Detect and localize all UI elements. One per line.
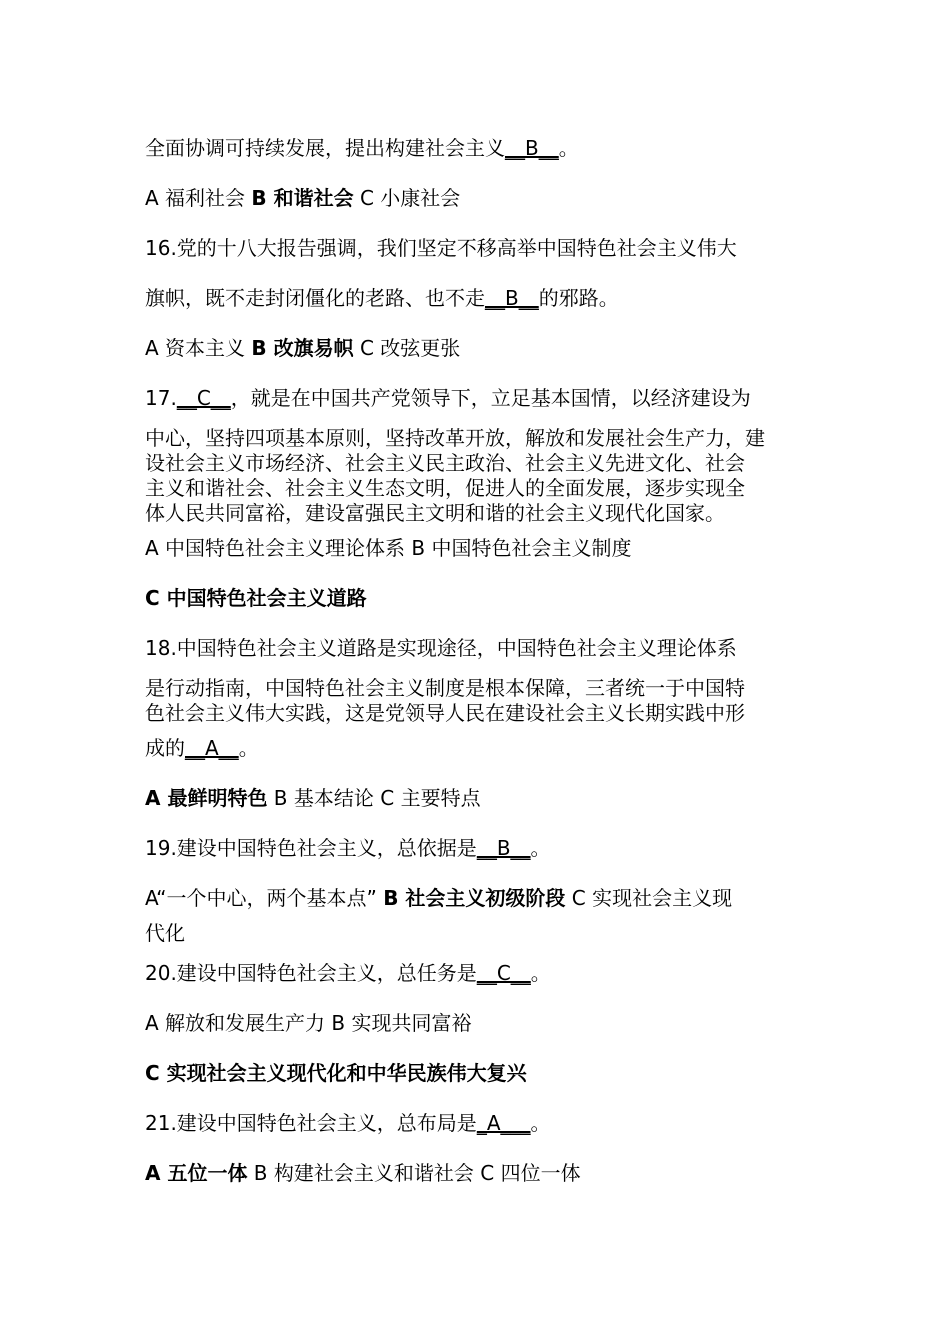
blank-answer: _A___	[476, 1111, 531, 1135]
text-run: 17.	[145, 386, 177, 410]
blank-answer: __B__	[505, 136, 559, 160]
text-run: A 资本主义	[145, 336, 252, 360]
text-run: ，就是在中国共产党领导下，立足基本国情，以经济建设为	[230, 386, 751, 410]
text-line	[145, 884, 732, 912]
text-run: 。	[530, 961, 551, 985]
text-line	[145, 784, 481, 812]
text-run: 20.建设中国特色社会主义，总任务是	[145, 961, 477, 985]
text-line	[145, 959, 551, 987]
blank-answer: __A__	[185, 736, 239, 760]
text-run: A 中国特色社会主义理论体系 B 中国特色社会主义制度	[145, 536, 632, 560]
text-line	[145, 334, 460, 362]
text-run: 18.中国特色社会主义道路是实现途径，中国特色社会主义理论体系	[145, 636, 737, 660]
text-run: 中心，坚持四项基本原则，坚持改革开放，解放和发展社会生产力，建	[145, 426, 765, 450]
text-run: 体人民共同富裕，建设富强民主文明和谐的社会主义现代化国家。	[145, 501, 725, 525]
text-line	[145, 534, 631, 562]
text-line	[145, 734, 259, 762]
text-line	[145, 699, 745, 727]
text-line	[145, 674, 745, 702]
text-run: 主义和谐社会、社会主义生态文明，促进人的全面发展，逐步实现全	[145, 476, 745, 500]
text-run: 。	[238, 736, 259, 760]
text-run: 成的	[145, 736, 185, 760]
answer-text: A 最鲜明特色	[145, 786, 268, 810]
text-run: A 解放和发展生产力 B 实现共同富裕	[145, 1011, 472, 1035]
answer-text: A 五位一体	[145, 1161, 248, 1185]
text-line	[145, 284, 619, 312]
blank-answer: __C__	[476, 961, 531, 985]
text-line	[145, 449, 745, 477]
answer-text: B 社会主义初级阶段	[383, 886, 566, 910]
text-run: 的邪路。	[538, 286, 619, 310]
text-line	[145, 1059, 527, 1087]
text-line	[145, 1009, 471, 1037]
text-run: A“一个中心，两个基本点”	[145, 886, 384, 910]
text-run: 代化	[145, 921, 185, 945]
text-run: 。	[558, 136, 579, 160]
text-run: B 基本结论 C 主要特点	[267, 786, 481, 810]
answer-text: B 和谐社会	[251, 186, 354, 210]
text-line	[145, 424, 765, 452]
text-line	[145, 474, 745, 502]
text-run: C 改弦更张	[353, 336, 461, 360]
text-run: 16.党的十八大报告强调，我们坚定不移高举中国特色社会主义伟大	[145, 236, 737, 260]
text-run: 色社会主义伟大实践，这是党领导人民在建设社会主义长期实践中形	[145, 701, 745, 725]
answer-text: C 实现社会主义现代化和中华民族伟大复兴	[145, 1061, 527, 1085]
text-run: 设社会主义市场经济、社会主义民主政治、社会主义先进文化、社会	[145, 451, 745, 475]
text-run: C 小康社会	[353, 186, 461, 210]
text-line	[145, 134, 579, 162]
text-line	[145, 584, 367, 612]
text-run: 。	[530, 836, 551, 860]
text-line	[145, 384, 751, 412]
text-run: 全面协调可持续发展，提出构建社会主义	[145, 136, 505, 160]
text-run: 是行动指南，中国特色社会主义制度是根本保障，三者统一于中国特	[145, 676, 745, 700]
text-run: 19.建设中国特色社会主义，总依据是	[145, 836, 477, 860]
blank-answer: __B__	[485, 286, 539, 310]
blank-answer: __B__	[476, 836, 531, 860]
text-line	[145, 834, 551, 862]
text-line	[145, 499, 725, 527]
blank-answer: __C__	[176, 386, 231, 410]
text-line	[145, 919, 185, 947]
text-run: 。	[530, 1111, 551, 1135]
text-line	[145, 1109, 551, 1137]
text-run: B 构建社会主义和谐社会 C 四位一体	[247, 1161, 581, 1185]
text-line	[145, 1159, 581, 1187]
text-run: A 福利社会	[145, 186, 252, 210]
answer-text: B 改旗易帜	[251, 336, 354, 360]
text-line	[145, 634, 737, 662]
text-run: 21.建设中国特色社会主义，总布局是	[145, 1111, 477, 1135]
text-run: C 实现社会主义现	[565, 886, 733, 910]
answer-text: C 中国特色社会主义道路	[145, 586, 367, 610]
text-line	[145, 184, 460, 212]
text-run: 旗帜，既不走封闭僵化的老路、也不走	[145, 286, 485, 310]
text-line	[145, 234, 737, 262]
